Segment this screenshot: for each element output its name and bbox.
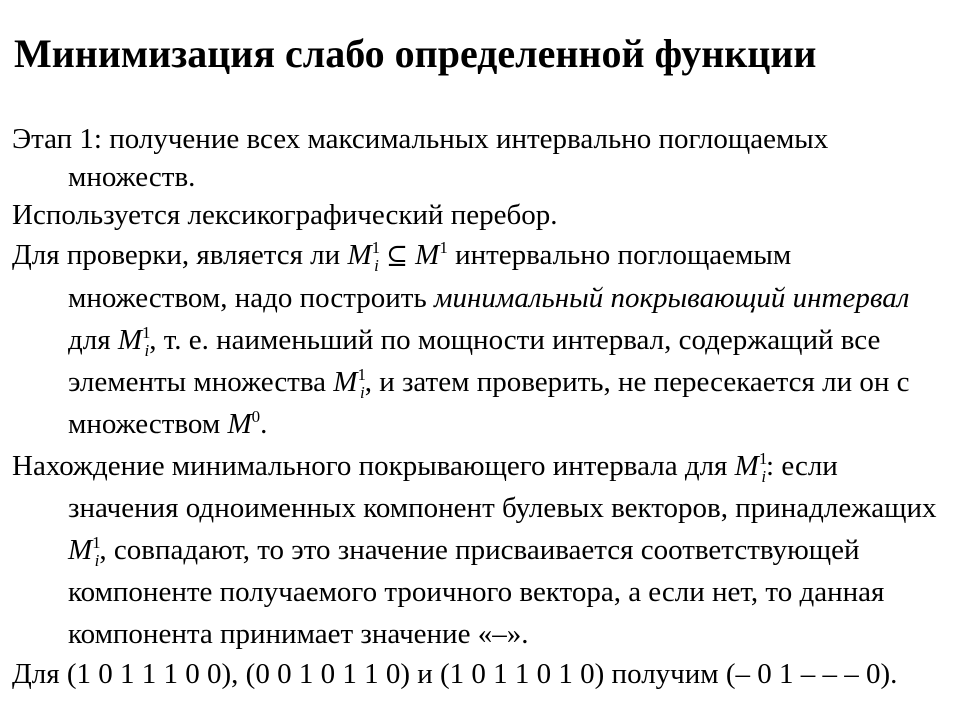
check-text-1: Для проверки, является ли [12,239,348,271]
emphasis-min-cover-interval: минимальный покрывающий интервал [433,282,910,314]
math-m: M [734,450,759,482]
math-m: M [117,324,142,356]
paragraph-finding [12,445,948,655]
paragraph-check [12,234,948,445]
check-text-2: интервально поглощаемым множеством, надо построить [68,239,792,314]
sup-0: 0 [251,407,261,426]
check-text-5: , и затем проверить, не пересекается ли он с множеством [68,366,910,440]
sup-1: 1 [357,365,366,384]
finding-text-2: : если значения одноименных компонент булевых векторов, принадлежащих [68,450,937,524]
slide-body [12,120,948,693]
finding-text-3: , совпадают, то это значение присваивается соответствующей компоненте получаемого троичного вектора, а если нет, то данная компонента принимает значение «–». [68,534,885,650]
sub-i: i [144,341,150,360]
check-text-6: . [260,408,268,440]
example-text: Для (1 0 1 1 1 0 0), (0 0 1 0 1 1 0) и (1 0 1 1 0 1 0) получим (– 0 1 – – – 0). [12,658,898,690]
sup-1: 1 [758,449,768,468]
math-m: M [227,408,252,440]
math-m: M [347,239,372,271]
sub-i: i [359,383,365,402]
paragraph-example [12,655,948,693]
check-text-4: , т. е. наименьший по мощности интервал, содержащий все элементы множества [68,324,881,398]
sub-i: i [761,467,767,486]
sup-1: 1 [142,323,151,342]
math-m: M [333,366,358,398]
sup-1: 1 [92,533,101,552]
sub-i: i [94,551,100,570]
sup-1: 1 [439,238,448,257]
math-m: M [68,534,93,566]
math-m: M [415,239,440,271]
check-text-3: для [68,324,118,356]
sub-i: i [374,256,379,275]
lexicographic-text: Используется лексикографический перебор. [12,199,558,231]
stage-1-text: Этап 1: получение всех максимальных интервально поглощаемых множеств. [12,123,829,193]
subset-symbol: ⊆ [386,241,408,271]
slide-title: Минимизация слабо определенной функции [14,31,817,76]
paragraph-stage-1 [12,120,948,196]
paragraph-lexicographic [12,196,948,234]
sup-1: 1 [371,238,381,257]
finding-text-1: Нахождение минимального покрывающего интервала для [12,450,735,482]
